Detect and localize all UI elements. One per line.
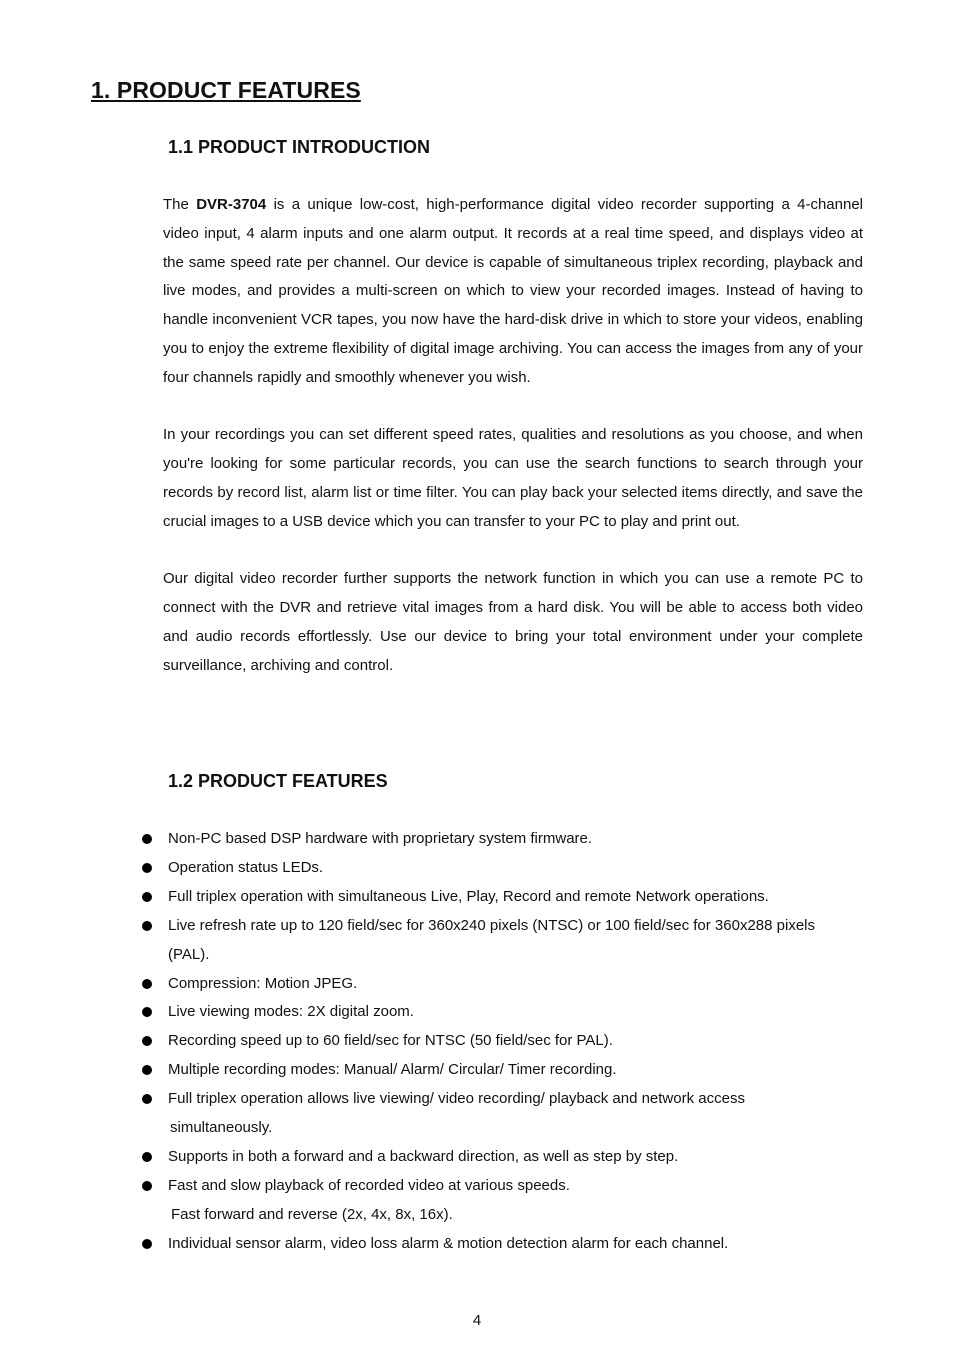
feature-text-continued: Fast forward and reverse (2x, 4x, 8x, 16x). xyxy=(171,1205,453,1223)
section-title-introduction: 1.1 PRODUCT INTRODUCTION xyxy=(168,137,431,157)
bullet-icon xyxy=(142,1152,152,1162)
feature-item xyxy=(140,854,870,883)
feature-text: Live viewing modes: 2X digital zoom. xyxy=(168,1003,414,1021)
feature-text: Operation status LEDs. xyxy=(168,858,324,876)
feature-item xyxy=(140,998,870,1027)
feature-text: Non-PC based DSP hardware with proprietary system firmware. xyxy=(168,830,593,847)
bullet-icon xyxy=(142,1094,152,1104)
feature-text: Live refresh rate up to 120 field/sec for 360x240 pixels (NTSC) or 100 field/sec for 360x288 pixels xyxy=(168,916,816,934)
introduction-body xyxy=(163,191,863,681)
feature-item xyxy=(140,883,870,912)
feature-text: Multiple recording modes: Manual/ Alarm/ Circular/ Timer recording. xyxy=(168,1061,617,1079)
feature-text-continued: simultaneously. xyxy=(170,1119,273,1137)
feature-text: Supports in both a forward and a backward direction, as well as step by step. xyxy=(168,1147,679,1165)
bullet-icon xyxy=(142,1239,152,1249)
bullet-icon xyxy=(142,979,152,989)
bullet-icon xyxy=(142,863,152,873)
product-model-name: DVR-3704 xyxy=(196,196,267,213)
bullet-icon xyxy=(142,1181,152,1191)
feature-item xyxy=(140,1056,870,1085)
feature-item xyxy=(140,970,870,999)
feature-text: Full triplex operation allows live viewing/ video recording/ playback and network access xyxy=(168,1090,745,1108)
feature-text: Individual sensor alarm, video loss alarm & motion detection alarm for each channel. xyxy=(168,1234,729,1252)
feature-item xyxy=(140,1143,870,1172)
feature-item xyxy=(140,1027,870,1056)
feature-item xyxy=(140,1230,870,1259)
section-title-features: 1.2 PRODUCT FEATURES xyxy=(168,771,388,791)
feature-item xyxy=(140,912,870,970)
bullet-icon xyxy=(142,834,152,844)
page-title: 1. PRODUCT FEATURES xyxy=(91,77,361,103)
page-number: 4 xyxy=(472,1312,482,1329)
feature-text: Full triplex operation with simultaneous Live, Play, Record and remote Network operations. xyxy=(168,887,769,905)
intro-paragraph-1-lead: The xyxy=(163,196,197,213)
bullet-icon xyxy=(142,921,152,931)
intro-paragraph-2: In your recordings you can set different speed rates, qualities and resolutions as you choose, and when you're looking for some particular records, you can use the search functions to search through your records by record list, alarm list or time filter. You can play back your selected items directly, and save the crucial images to a USB device which you can transfer to your PC to play and print out. xyxy=(163,426,863,530)
feature-item xyxy=(140,1085,870,1143)
bullet-icon xyxy=(142,1036,152,1046)
intro-paragraph-3: Our digital video recorder further supports the network function in which you can use a remote PC to connect with the DVR and retrieve vital images from a hard disk. You will be able to access both video and audio records effortlessly. Use our device to bring your total environment under your complete surveillance, archiving and control. xyxy=(163,570,863,674)
feature-item xyxy=(140,1172,870,1230)
feature-text: Compression: Motion JPEG. xyxy=(168,974,358,992)
feature-item xyxy=(140,825,870,854)
feature-text-continued: (PAL). xyxy=(168,945,210,963)
bullet-icon xyxy=(142,892,152,902)
feature-text: Recording speed up to 60 field/sec for NTSC (50 field/sec for PAL). xyxy=(168,1032,613,1050)
bullet-icon xyxy=(142,1065,152,1075)
bullet-icon xyxy=(142,1007,152,1017)
feature-text: Fast and slow playback of recorded video at various speeds. xyxy=(168,1176,570,1194)
intro-paragraph-1 xyxy=(163,191,863,393)
intro-paragraph-1-text: is a unique low-cost, high-performance digital video recorder supporting a 4-channel video input, 4 alarm inputs and one alarm output. It records at a real time speed, and displays video at the same speed rate per channel. Our device is capable of simultaneous triplex recording, playback and live modes, and provides a multi-screen on which to view your recorded images. Instead of having to handle inconvenient VCR tapes, you now have the hard-disk drive in which to store your videos, enabling you to enjoy the extreme flexibility of digital image archiving. You can access the images from any of your four channels rapidly and smoothly whenever you wish. xyxy=(163,196,864,386)
feature-list xyxy=(140,825,870,1259)
